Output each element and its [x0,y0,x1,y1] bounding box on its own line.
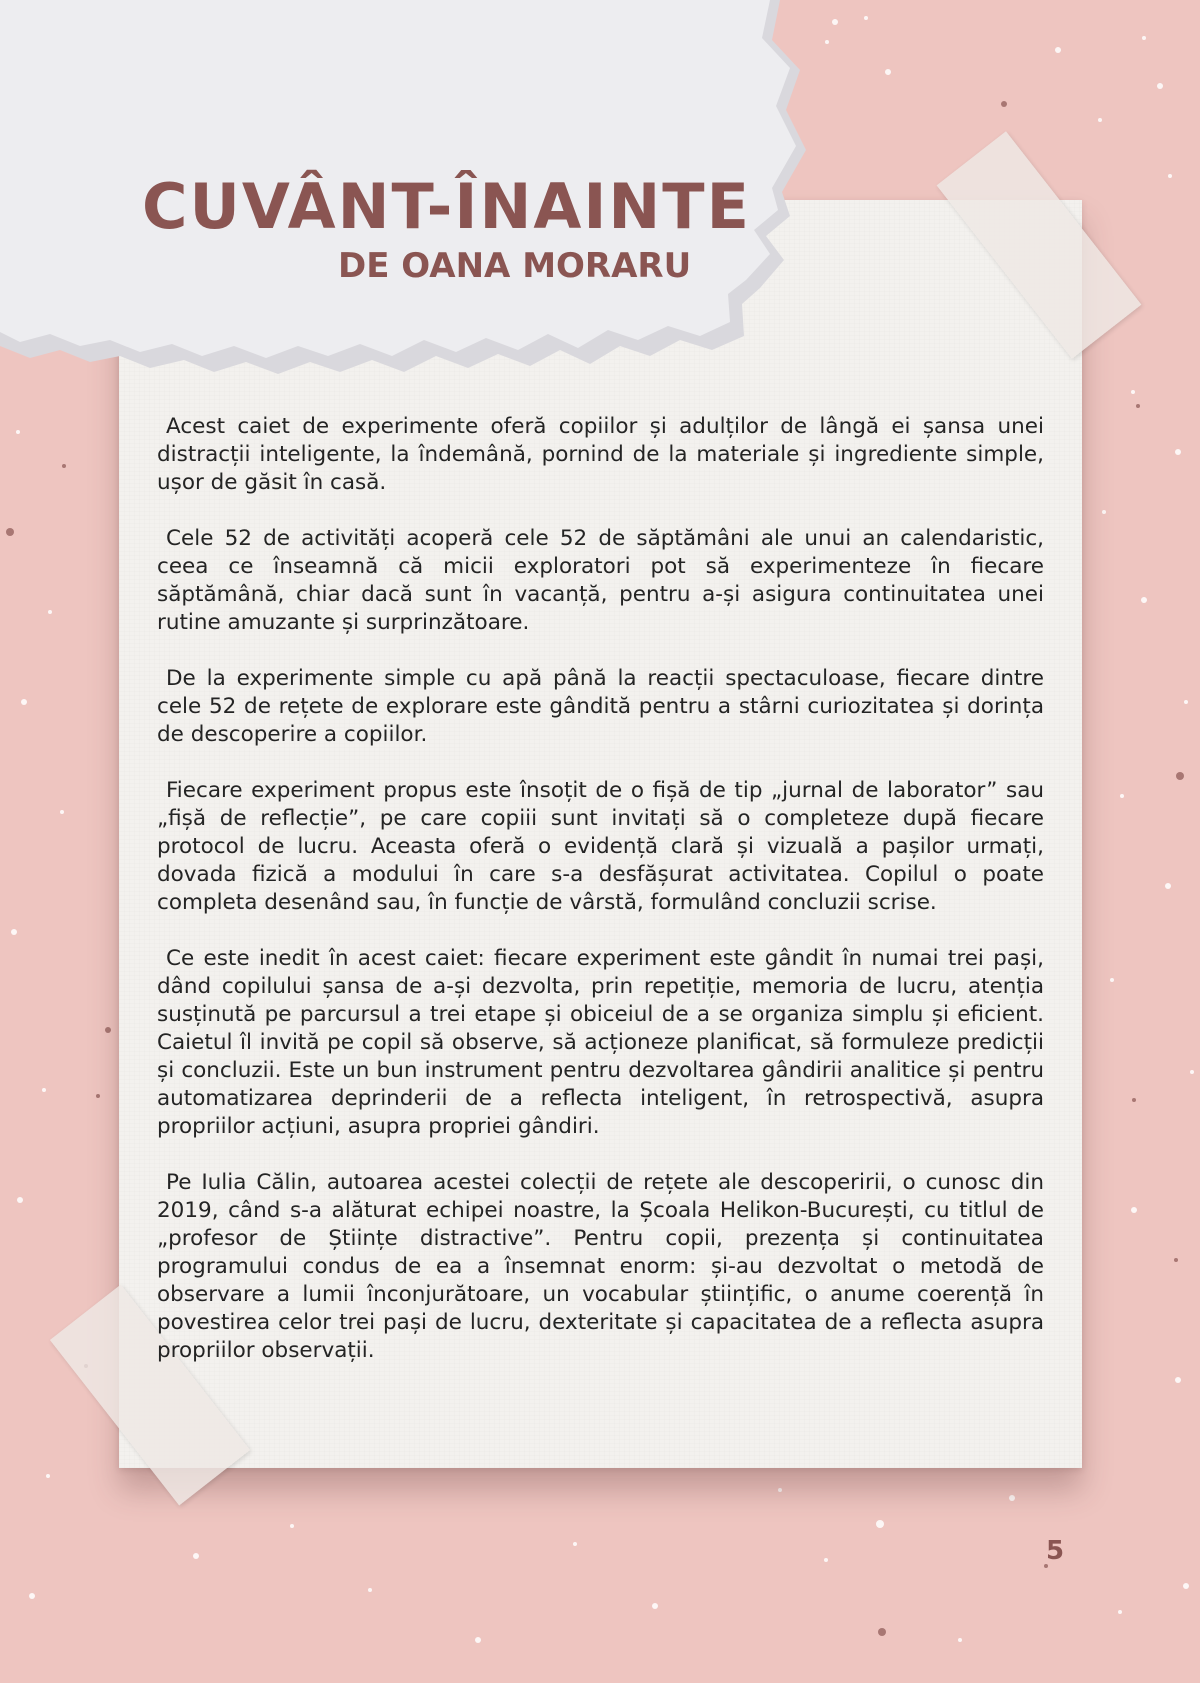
body-text [157,413,1044,1393]
paragraph-2: Cele 52 de activități acoperă cele 52 de săptămâni ale unui an calendaristic, ceea ce înseamnă că micii exploratori pot să experimenteze în fiecare săptămână, chiar dacă sunt în vacanță, pentru a-și asigura continuitatea unei rutine amuzante și surprinzătoare. [157,526,1044,635]
page-subtitle: DE OANA MORARU [338,246,692,286]
paragraph-4: Fiecare experiment propus este însoțit de o fișă de tip „jurnal de laborator” sau „fișă de reflecție”, pe care copiii sunt invitați să o completeze după fiecare protocol de lucru. Aceasta oferă o evidență clară și vizuală a pașilor urmați, dovada fizică a modului în care s-a desfășurat activitatea. Copilul o poate completa desenând sau, în funcție de vârstă, formulând concluzii scrise. [157,778,1044,915]
page-title: CUVÂNT-ÎNAINTE [142,170,751,243]
paragraph-6: Pe Iulia Călin, autoarea acestei colecții de rețete ale descoperirii, o cunosc din 2019, când s-a alăturat echipei noastre, la Școala Helikon-București, cu titlul de „profesor de Științe distractive”. Pentru copii, prezența și continuitatea programului condus de ea a însemnat enorm: și-au dezvoltat o metodă de observare a lumii înconjurătoare, un vocabular științific, o anume coerență în povestirea celor trei pași de lucru, dexteritate și capacitatea de a reflecta asupra propriilor observații. [157,1170,1044,1363]
paragraph-1: Acest caiet de experimente oferă copiilor și adulților de lângă ei șansa unei distracții inteligente, la îndemână, pornind de la materiale și ingrediente simple, ușor de găsit în casă. [157,414,1044,495]
paragraph-3: De la experimente simple cu apă până la reacții spectaculoase, fiecare dintre cele 52 de rețete de explorare este gândită pentru a stârni curiozitatea și dorința de descoperire a copiilor. [157,666,1044,747]
page-number: 5 [1046,1536,1065,1566]
paragraph-5: Ce este inedit în acest caiet: fiecare experiment este gândit în numai trei pași, dând copilului șansa de a-și dezvolta, prin repetiție, memoria de lucru, atenția susținută pe parcursul a trei etape și obiceiul de a se organiza simplu și eficient. Caietul îl invită pe copil să observe, să acționeze planificat, să formuleze predicții și concluzii. Este un bun instrument pentru dezvoltarea gândirii analitice și pentru automatizarea deprinderii de a reflecta inteligent, în retrospectivă, asupra propriilor acțiuni, asupra propriei gândiri. [157,946,1044,1139]
